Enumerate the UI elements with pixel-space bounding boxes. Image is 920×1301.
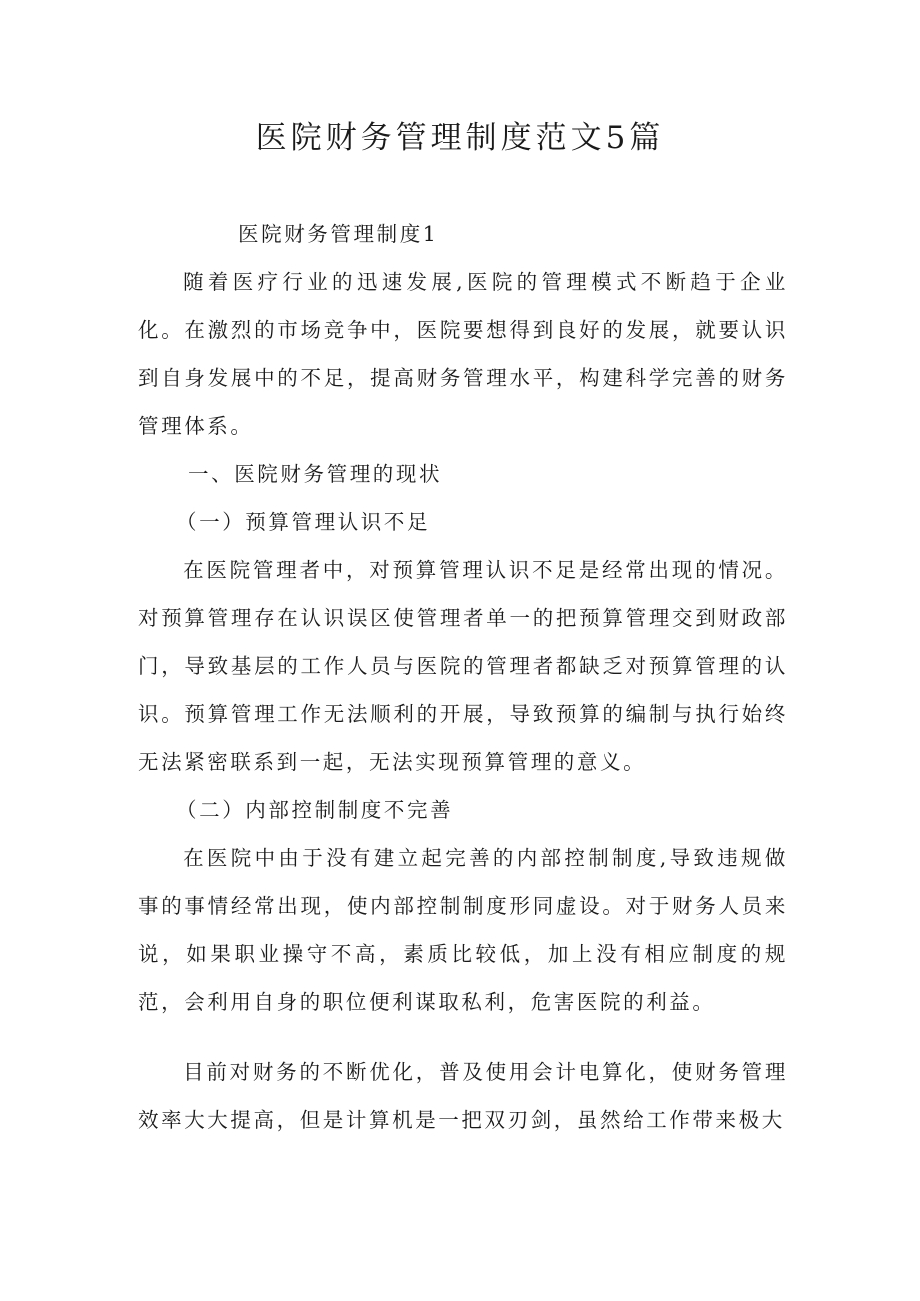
paragraph-budget: 在医院管理者中，对预算管理认识不足是经常出现的情况。对预算管理存在认识误区使管理者单一的把预算管理交到财政部门，导致基层的工作人员与医院的管理者都缺乏对预算管理的认识。预算管理工作无法顺利的开展，导致预算的编制与执行始终无法紧密联系到一起，无法实现预算管理的意义。 [138,558,788,774]
heading-budget-awareness: （一）预算管理认识不足 [176,510,431,534]
document-title: 医院财务管理制度范文5篇 [255,120,665,156]
paragraph-computerization: 目前对财务的不断优化，普及使用会计电算化，使财务管理效率大大提高，但是计算机是一把双刃剑，虽然给工作带来极大 [138,1060,788,1132]
section-subtitle: 医院财务管理制度1 [238,222,439,246]
heading-current-status: 一、医院财务管理的现状 [188,462,443,486]
paragraph-intro: 随着医疗行业的迅速发展,医院的管理模式不断趋于企业化。在激烈的市场竞争中，医院要想得到良好的发展，就要认识到自身发展中的不足，提高财务管理水平，构建科学完善的财务管理体系。 [138,270,788,438]
document-body [138,210,788,1144]
paragraph-gap [138,1026,788,1048]
heading-internal-control: （二）内部控制制度不完善 [176,798,454,822]
paragraph-internal-control: 在医院中由于没有建立起完善的内部控制制度,导致违规做事的事情经常出现，使内部控制制度形同虚设。对于财务人员来说，如果职业操守不高，素质比较低，加上没有相应制度的规范，会利用自身的职位便利谋取私利，危害医院的利益。 [138,846,788,1014]
